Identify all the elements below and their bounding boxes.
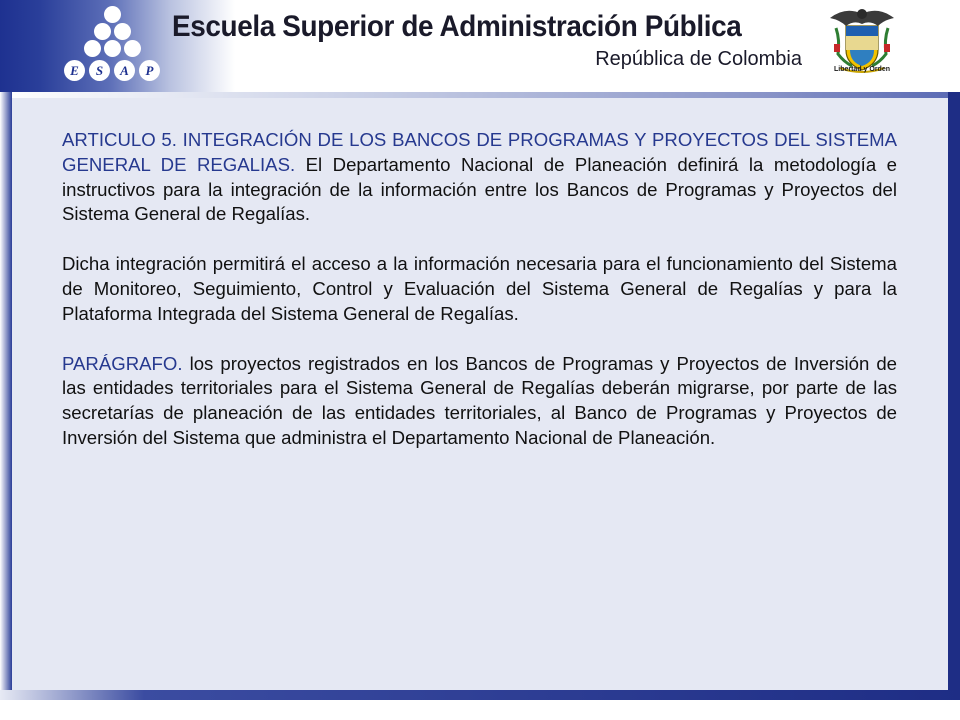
paragrafo-heading: PARÁGRAFO.	[62, 352, 183, 374]
logo-letters	[62, 60, 162, 82]
logo-dot	[94, 23, 111, 40]
logo-letter: A	[114, 60, 135, 81]
paragrafo-body: los proyectos registrados en los Bancos de Programas y Proyectos de Inversión de las entidades territoriales para el Sistema General de Regalías deberán migrarse, por parte de las secretarías de planeación de las entidades territoriales, al Banco de Programas y Proyectos de Inversión del Sistema que administra el Departamento Nacional de Planeación.	[62, 352, 898, 448]
paragraph-integration	[62, 252, 897, 326]
paragraph-paragrafo	[62, 352, 897, 451]
article-body: El Departamento Nacional de Planeación definirá la metodología e instructivos para la integración de la información entre los Bancos de Programas y Proyectos del Sistema General de Regalías.	[62, 153, 897, 225]
logo-dot	[124, 40, 141, 57]
logo-letter: P	[139, 60, 160, 81]
article-heading: ARTICULO 5. INTEGRACIÓN DE LOS BANCOS DE PROGRAMAS Y PROYECTOS DEL SISTEMA GENERAL DE REGALIAS.	[62, 129, 897, 175]
page-title: Escuela Superior de Administración Pública	[172, 10, 742, 43]
logo-dot	[104, 6, 121, 23]
logo-dot	[84, 40, 101, 57]
esap-logo	[62, 2, 162, 86]
logo-letter: S	[89, 60, 110, 81]
frame-left	[0, 92, 12, 696]
article-text	[62, 128, 897, 476]
logo-dot	[114, 23, 131, 40]
frame-right	[948, 92, 960, 696]
logo-letter: E	[64, 60, 85, 81]
coat-of-arms-icon	[826, 4, 898, 88]
page-subtitle: República de Colombia	[595, 48, 802, 70]
integration-body: Dicha integración permitirá el acceso a la información necesaria para el funcionamiento del Sistema de Monitoreo, Seguimiento, Control y Evaluación del Sistema General de Regalías y para la Plataforma Integrada del Sistema General de Regalías.	[62, 253, 897, 324]
header-banner	[0, 0, 960, 92]
crest-caption: Libertad y Orden	[833, 66, 890, 73]
paragraph-article-5	[62, 128, 897, 227]
frame-bottom	[0, 690, 960, 700]
logo-dot	[104, 40, 121, 57]
